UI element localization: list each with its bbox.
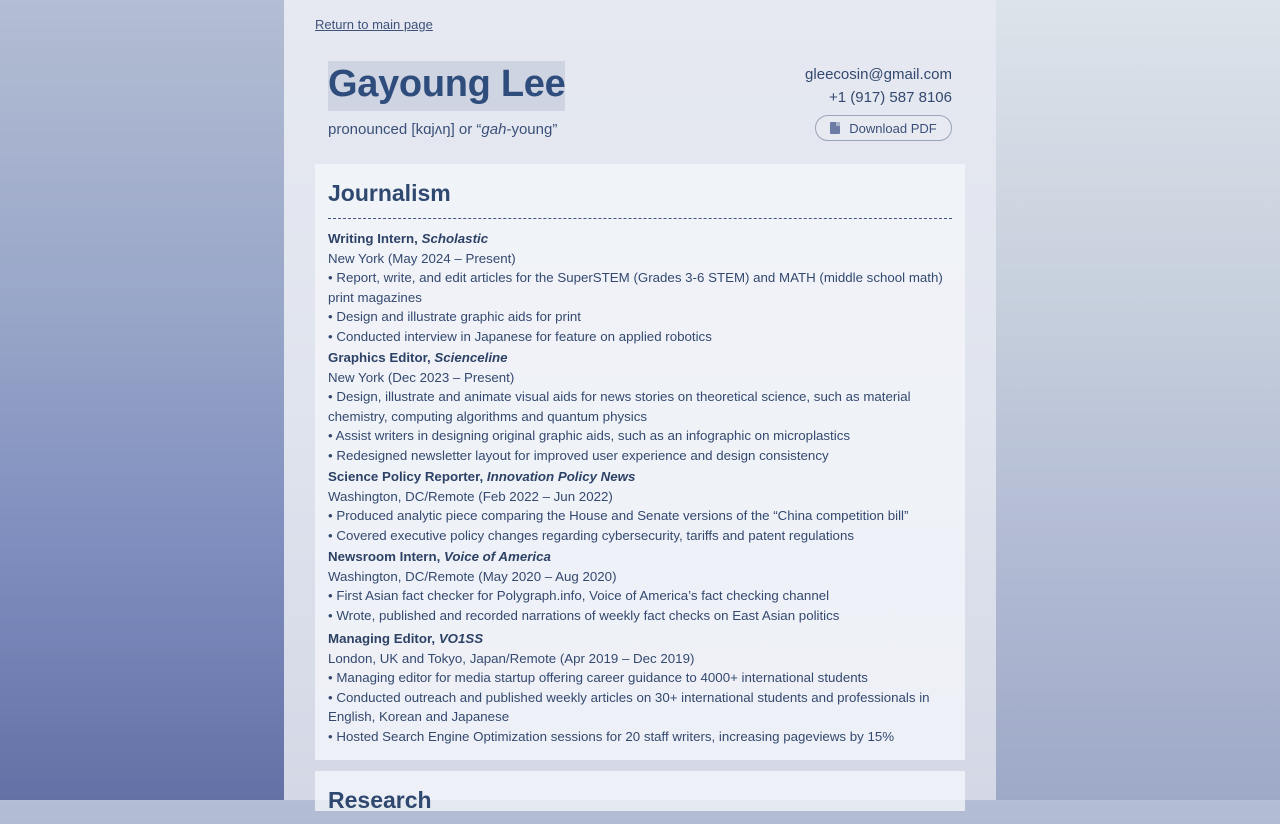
job-entry bbox=[328, 467, 952, 545]
section-heading: Research bbox=[328, 787, 432, 813]
job-org: Scienceline bbox=[434, 350, 508, 365]
section-research bbox=[315, 771, 965, 811]
job-location: Washington, DC/Remote (Feb 2022 – Jun 2022) bbox=[328, 488, 613, 504]
job-title: Managing Editor, VO1SS bbox=[328, 631, 484, 646]
page-title: Gayoung Lee bbox=[328, 61, 565, 111]
job-org: Innovation Policy News bbox=[486, 469, 636, 484]
job-bullet: • Conducted outreach and published weekly articles on 30+ international students and professionals in English, Korean and Japanese bbox=[328, 689, 930, 724]
return-to-main-link[interactable]: Return to main page bbox=[315, 17, 433, 32]
job-bullet: • Design and illustrate graphic aids for print bbox=[328, 309, 581, 324]
job-title: Graphics Editor, Scienceline bbox=[328, 350, 508, 365]
email-link[interactable]: gleecosin@gmail.com bbox=[805, 66, 952, 83]
contact-info bbox=[805, 63, 952, 109]
job-entry bbox=[328, 629, 952, 746]
job-org: VO1SS bbox=[438, 631, 484, 646]
job-bullet: • Redesigned newsletter layout for improved user experience and design consistency bbox=[328, 447, 829, 463]
name-block bbox=[328, 61, 565, 111]
resume-page bbox=[284, 0, 996, 813]
job-bullet: • Produced analytic piece comparing the House and Senate versions of the “China competition bill” bbox=[328, 508, 909, 523]
pronunciation-prefix: pronounced [kɑjʌŋ] or “ bbox=[328, 121, 482, 138]
section-journalism bbox=[315, 164, 965, 760]
cv-file-icon bbox=[830, 122, 840, 134]
job-bullet: • Hosted Search Engine Optimization sessions for 20 staff writers, increasing pageviews by 15% bbox=[328, 728, 895, 744]
job-title: Newsroom Intern, Voice of America bbox=[328, 549, 551, 564]
job-bullet: • First Asian fact checker for Polygraph.info, Voice of America’s fact checking channel bbox=[328, 588, 830, 603]
job-entry bbox=[328, 229, 952, 346]
job-bullet: • Wrote, published and recorded narrations of weekly fact checks on East Asian politics bbox=[328, 607, 840, 623]
download-pdf-label: Download PDF bbox=[849, 120, 937, 136]
job-entry bbox=[328, 348, 952, 465]
job-bullet: • Covered executive policy changes regarding cybersecurity, tariffs and patent regulations bbox=[328, 527, 854, 543]
job-bullet: • Report, write, and edit articles for the SuperSTEM (Grades 3-6 STEM) and MATH (middle school math) print magazines bbox=[328, 270, 943, 305]
job-title: Science Policy Reporter, Innovation Policy News bbox=[328, 469, 636, 484]
job-org: Scholastic bbox=[421, 231, 489, 246]
section-divider bbox=[328, 218, 952, 219]
job-bullet: • Design, illustrate and animate visual aids for news stories on theoretical science, such as material chemistry, computing algorithms and quantum physics bbox=[328, 389, 911, 424]
phone-number: +1 (917) 587 8106 bbox=[828, 89, 952, 106]
download-pdf-button[interactable] bbox=[815, 115, 952, 141]
section-heading: Journalism bbox=[328, 180, 451, 206]
job-title: Writing Intern, Scholastic bbox=[328, 231, 489, 246]
pronunciation bbox=[328, 121, 557, 138]
background-right bbox=[996, 0, 1280, 800]
job-bullet: • Conducted interview in Japanese for feature on applied robotics bbox=[328, 328, 712, 344]
job-location: London, UK and Tokyo, Japan/Remote (Apr 2019 – Dec 2019) bbox=[328, 650, 695, 666]
job-entry bbox=[328, 547, 952, 625]
job-bullet: • Managing editor for media startup offering career guidance to 4000+ international students bbox=[328, 670, 868, 685]
job-location: Washington, DC/Remote (May 2020 – Aug 2020) bbox=[328, 568, 617, 584]
job-org: Voice of America bbox=[444, 549, 551, 564]
job-location: New York (Dec 2023 – Present) bbox=[328, 369, 515, 385]
pronunciation-suffix: -young” bbox=[506, 121, 558, 138]
pronunciation-stress: gah bbox=[481, 121, 507, 138]
job-bullet: • Assist writers in designing original graphic aids, such as an infographic on microplastics bbox=[328, 428, 851, 443]
job-location: New York (May 2024 – Present) bbox=[328, 250, 516, 266]
